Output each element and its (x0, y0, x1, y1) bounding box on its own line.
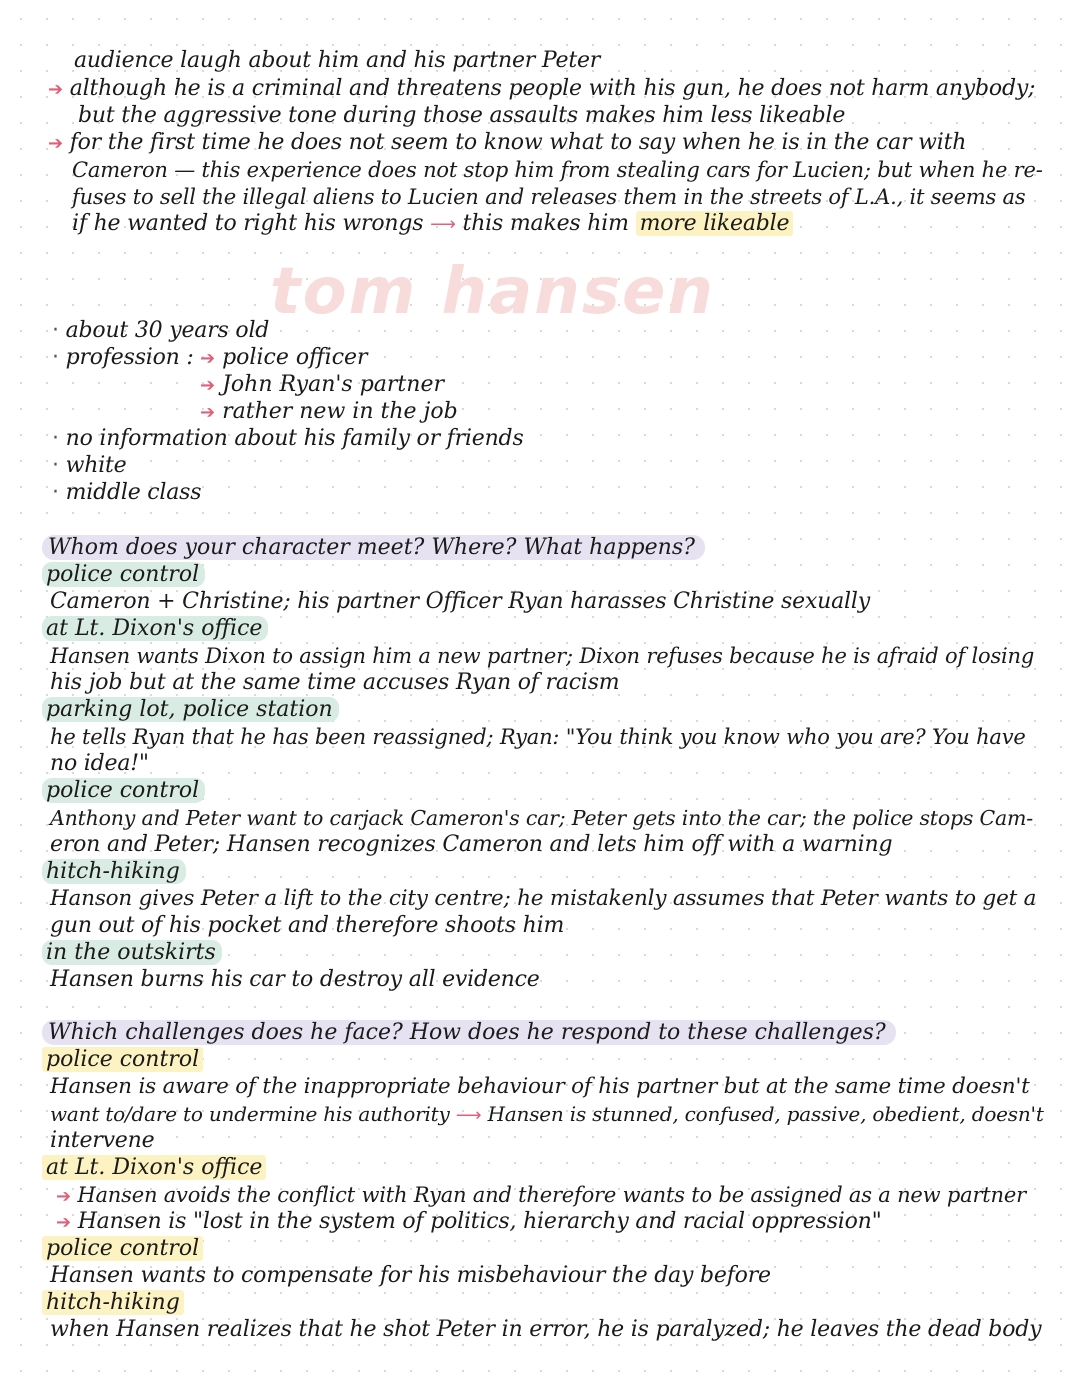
arrow-icon: ⟶ (455, 1105, 482, 1126)
fact-family: · no information about his family or friends (52, 426, 524, 451)
intro-line-3: but the aggressive tone during those assaults makes him less likeable (78, 103, 846, 128)
arrow-icon: ➔ (48, 79, 63, 100)
arrow-icon: ➔ (200, 348, 216, 369)
meet-text-5a: Hanson gives Peter a lift to the city centre; he mistakenly assumes that Peter wants to get a (50, 886, 1037, 911)
meet-question: Whom does your character meet? Where? What happens? (42, 535, 705, 561)
intro-line-1: audience laugh about him and his partner Peter (74, 48, 601, 73)
challenge-place-4: hitch-hiking (42, 1290, 184, 1316)
challenge-text-1c: intervene (50, 1128, 155, 1153)
bullet-icon: · (52, 426, 59, 451)
challenge-place-3: police control (42, 1236, 203, 1262)
arrow-icon: ➔ (56, 1186, 71, 1207)
meet-text-6: Hansen burns his car to destroy all evidence (50, 967, 540, 992)
challenge-item-2b: ➔ Hansen is "lost in the system of politics, hierarchy and racial oppression" (56, 1209, 882, 1234)
challenge-text-1b: want to/dare to undermine his authority ⟶ Hansen is stunned, confused, passive, obedient, doesn't (50, 1102, 1044, 1126)
profession-item-2: ➔ John Ryan's partner (200, 372, 444, 397)
highlight-more-likeable: more likeable (636, 211, 794, 236)
challenge-item-2a: ➔ Hansen avoids the conflict with Ryan and therefore wants to be assigned as a new partner (56, 1183, 1026, 1207)
meet-text-2b: his job but at the same time accuses Ryan of racism (50, 670, 620, 695)
intro-line-5: Cameron — this experience does not stop him from stealing cars for Lucien; but when he re- (72, 158, 1043, 182)
arrow-icon: ➔ (200, 402, 216, 423)
intro-line-2: ➔ although he is a criminal and threatens people with his gun, he does not harm anybody; (48, 76, 1036, 101)
character-title: tom hansen (270, 255, 715, 329)
meet-place-2: at Lt. Dixon's office (42, 616, 268, 642)
meet-place-1: police control (42, 562, 205, 588)
challenge-place-1: police control (42, 1047, 203, 1073)
fact-age: · about 30 years old (52, 318, 270, 343)
challenge-place-2: at Lt. Dixon's office (42, 1155, 266, 1181)
challenge-text-4: when Hansen realizes that he shot Peter in error, he is paralyzed; he leaves the dead body (50, 1317, 1042, 1342)
meet-text-4a: Anthony and Peter want to carjack Cameron's car; Peter gets into the car; the police stops Cam- (50, 806, 1034, 830)
bullet-icon: · (52, 480, 59, 505)
bullet-icon: · (52, 345, 59, 370)
meet-place-3: parking lot, police station (42, 697, 339, 723)
bullet-icon: · (52, 318, 59, 343)
meet-place-6: in the outskirts (42, 940, 222, 966)
arrow-icon: ➔ (48, 133, 63, 154)
challenge-text-3: Hansen wants to compensate for his misbehaviour the day before (50, 1263, 771, 1288)
meet-place-4: police control (42, 778, 205, 804)
meet-place-5: hitch-hiking (42, 859, 186, 885)
arrow-icon: ➔ (56, 1212, 71, 1233)
profession-item-3: ➔ rather new in the job (200, 399, 458, 424)
meet-text-2a: Hansen wants Dixon to assign him a new partner; Dixon refuses because he is afraid of losing (50, 644, 1035, 668)
challenges-question: Which challenges does he face? How does he respond to these challenges? (42, 1020, 896, 1046)
fact-profession: · profession : (52, 345, 194, 370)
intro-line-7: if he wanted to right his wrongs ⟶ this makes him more likeable (72, 211, 793, 238)
arrow-icon: ➔ (200, 375, 216, 396)
fact-race: · white (52, 453, 127, 478)
arrow-icon: ⟶ (430, 214, 456, 235)
bullet-icon: · (52, 453, 59, 478)
meet-text-4b: eron and Peter; Hansen recognizes Cameron and lets him off with a warning (50, 832, 893, 857)
meet-text-5b: gun out of his pocket and therefore shoots him (50, 913, 565, 938)
intro-line-4: ➔ for the first time he does not seem to know what to say when he is in the car with (48, 130, 967, 155)
challenge-text-1a: Hansen is aware of the inappropriate behaviour of his partner but at the same time doesn't (50, 1074, 1030, 1099)
meet-text-3b: no idea!" (50, 751, 149, 776)
fact-class: · middle class (52, 480, 202, 505)
intro-line-6: fuses to sell the illegal aliens to Lucien and releases them in the streets of L.A., it seems as (72, 185, 1026, 209)
profession-item-1: ➔ police officer (200, 345, 368, 370)
meet-text-3a: he tells Ryan that he has been reassigned; Ryan: "You think you know who you are? You have (50, 725, 1026, 749)
meet-text-1: Cameron + Christine; his partner Officer Ryan harasses Christine sexually (50, 589, 870, 614)
